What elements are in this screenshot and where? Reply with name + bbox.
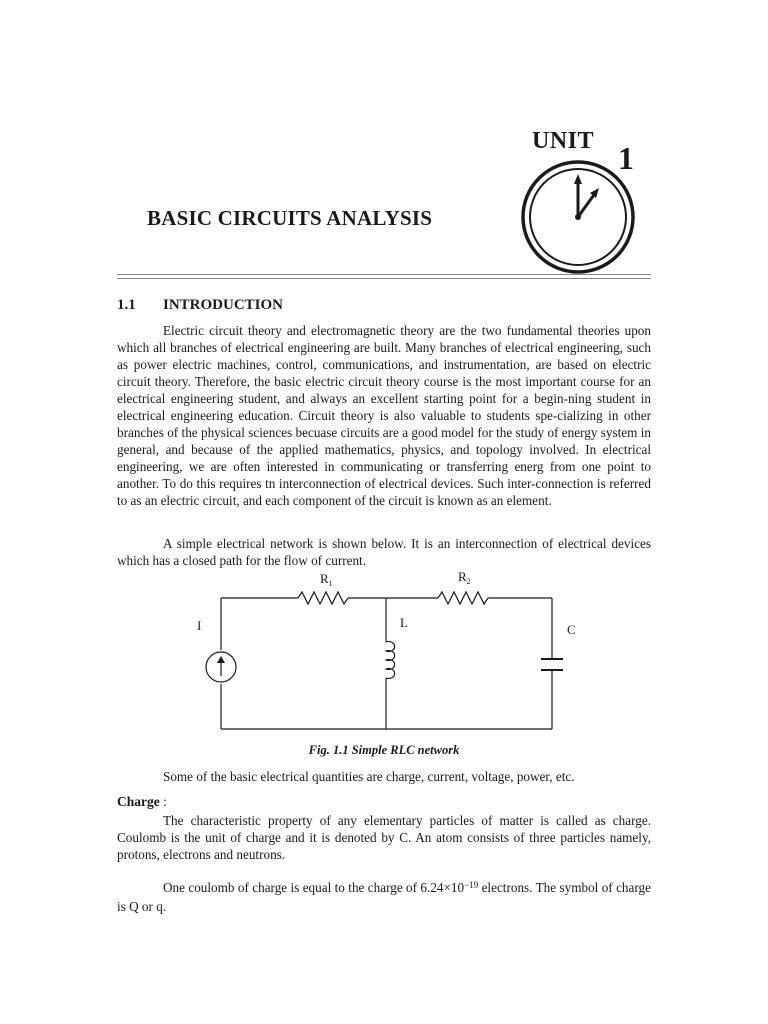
coulomb-text-pre: One coulomb of charge is equal to the charge of [163,880,421,895]
charge-definition-paragraph: The characteristic property of any elementary particles of matter is called as charge. Coulomb is the unit of charge and it is denoted by C. An atom consists of three particles namely, protons, electrons and neutrons. [117,813,651,862]
section-number: 1.1 [117,297,136,313]
charge-heading-label: Charge [117,794,160,809]
rlc-circuit-diagram [180,566,580,741]
inductor-label: L [400,615,408,630]
section-title: INTRODUCTION [163,297,284,313]
figure-caption: Fig. 1.1 Simple RLC network [308,743,460,757]
network-paragraph: A simple electrical network is shown below. It is an interconnection of electrical devices which has a closed path for the flow of current. [117,536,651,568]
capacitor-label: C [567,622,576,637]
r2-label: $R_2$ [458,569,471,586]
coulomb-text-post: electrons. The symbol of charge is Q or q. [117,880,651,914]
unit-number: 1 [618,140,634,176]
clock-icon [520,158,640,274]
charge-heading [117,794,167,810]
chapter-title: BASIC CIRCUITS ANALYSIS [147,206,433,230]
r1-label: $R_1$ [320,571,333,588]
intro-paragraph: Electric circuit theory and electromagnetic theory are the two fundamental theories upon which all branches of electrical engineering are built. Many branches of electrical engineering, such as power electric machines, control, communications, and instrumentation, are based on electric circuit theory. Therefore, the basic electric circuit theory course is the most important course for an electrical engineering student, and always an excellent starting point for a begin-ning student in electrical engineering education. Circuit theory is also valuable to students spe-cializing in other branches of the physical sciences becuase circuits are a good model for the study of energy system in general, and because of the applied mathematics, physics, and topology involved. In electrical engineering, we are often interested in communicating or transferring energ from one point to another. To do this requires tn interconnection of electrical devices. Such inter-connection is referred to as an electric circuit, and each component of the circuit is known as an element. [117,323,651,508]
unit-label: UNIT [532,128,595,154]
charge-heading-colon: : [159,794,167,809]
source-label: I [197,618,202,633]
title-divider [117,274,651,280]
quantities-paragraph: Some of the basic electrical quantities are charge, current, voltage, power, etc. [163,769,575,784]
coulomb-value: $6.24\times 10^{-19}$ [420,880,479,895]
coulomb-paragraph [117,878,651,916]
